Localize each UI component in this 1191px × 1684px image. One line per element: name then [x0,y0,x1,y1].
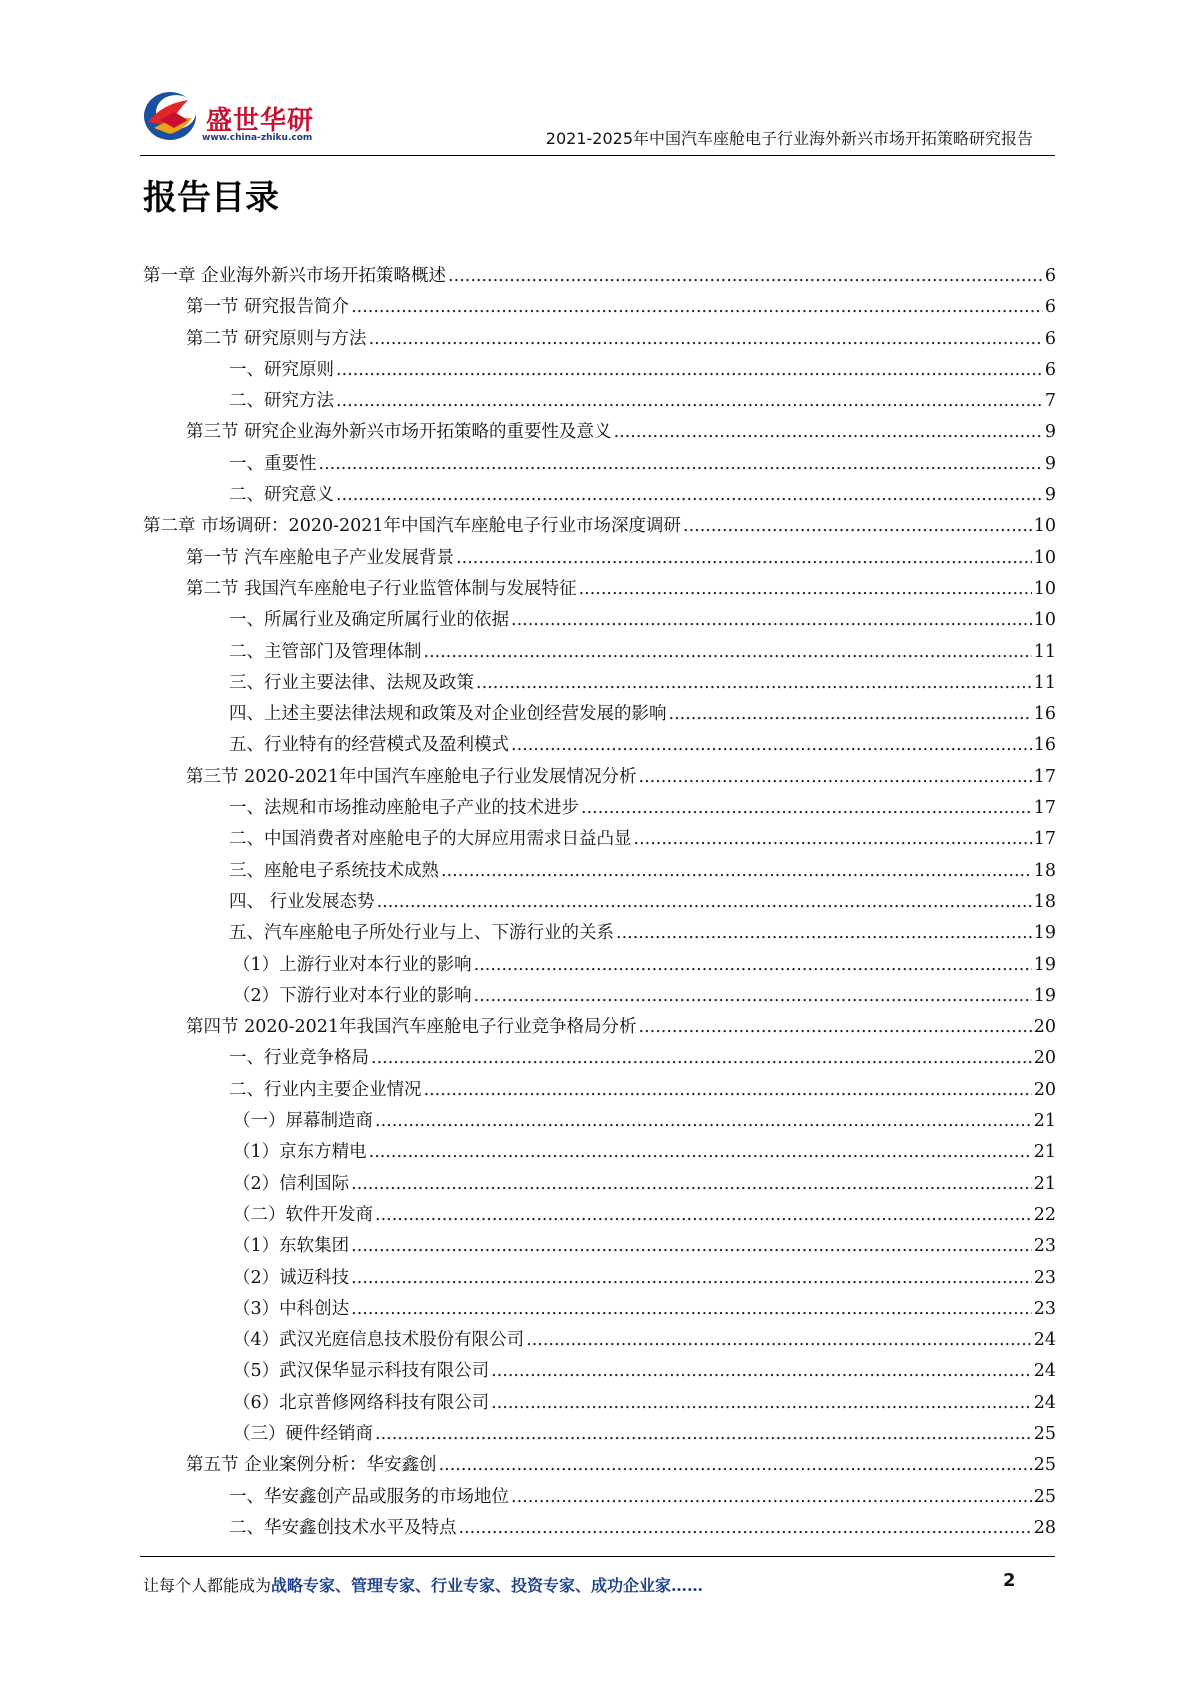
toc-entry[interactable] [143,1107,1056,1138]
toc-entry-title: 四、 行业发展态势 [229,891,375,912]
toc-leader-dots [371,1048,1032,1068]
toc-entry-page: 11 [1033,672,1056,693]
toc-entry-title: 一、重要性 [229,453,317,474]
toc-entry[interactable] [143,1170,1056,1201]
toc-leader-dots [474,986,1032,1006]
toc-leader-dots [375,1111,1032,1131]
toc-entry-page: 25 [1033,1423,1056,1444]
toc-entry[interactable] [143,731,1056,762]
toc-leader-dots [377,892,1032,912]
toc-entry-page: 17 [1033,766,1056,787]
toc-leader-dots [476,673,1032,693]
toc-entry[interactable] [143,700,1056,731]
toc-entry-page: 6 [1044,266,1056,286]
logo-swirl-icon [140,82,210,144]
toc-entry-title: 第二节 我国汽车座舱电子行业监管体制与发展特征 [186,578,577,599]
toc-entry[interactable] [143,1514,1056,1545]
toc-entry-title: 二、研究方法 [229,391,334,412]
toc-entry[interactable] [143,857,1056,888]
toc-leader-dots [669,704,1032,724]
toc-leader-dots [491,1393,1032,1413]
toc-leader-dots [319,454,1043,474]
toc-leader-dots [351,1268,1032,1288]
toc-entry[interactable] [143,1357,1056,1388]
toc-entry[interactable] [143,1013,1056,1044]
toc-entry-page: 16 [1033,704,1056,725]
toc-leader-dots [351,1299,1032,1319]
footer-slogan [143,1573,703,1596]
toc-leader-dots [683,516,1032,536]
toc-entry-title: 一、华安鑫创产品或服务的市场地位 [229,1486,509,1507]
toc-leader-dots [351,1236,1032,1256]
toc-entry-page: 21 [1033,1111,1056,1132]
toc-entry[interactable] [143,669,1056,700]
toc-entry-title: （1）东软集团 [233,1236,350,1257]
toc-leader-dots [369,329,1043,349]
toc-leader-dots [424,1080,1032,1100]
toc-entry-title: 第一章 企业海外新兴市场开拓策略概述 [143,266,447,286]
header-divider [140,155,1055,156]
toc-leader-dots [474,955,1032,975]
toc-entry[interactable] [143,418,1056,449]
toc-entry-title: （5）武汉保华显示科技有限公司 [233,1361,490,1382]
toc-leader-dots [336,391,1043,411]
toc-leader-dots [456,548,1032,568]
toc-entry-title: （三）硬件经销商 [233,1423,373,1444]
toc-entry-title: 第二章 市场调研：2020-2021年中国汽车座舱电子行业市场深度调研 [143,516,682,537]
toc-entry-page: 17 [1033,798,1056,819]
toc-entry-page: 25 [1033,1455,1056,1476]
toc-leader-dots [639,1017,1032,1037]
toc-entry[interactable] [143,481,1056,512]
toc-entry[interactable] [143,1138,1056,1169]
toc-entry-title: （2）下游行业对本行业的影响 [233,985,472,1006]
toc-entry[interactable] [143,325,1056,356]
toc-entry-page: 9 [1044,485,1056,506]
toc-entry-page: 20 [1033,1048,1056,1069]
toc-entry-title: 第五节 企业案例分析：华安鑫创 [186,1455,437,1476]
toc-entry[interactable] [143,888,1056,919]
toc-entry-title: （1）京东方精电 [233,1142,367,1163]
toc-entry-page: 10 [1033,547,1056,568]
toc-entry[interactable] [143,638,1056,669]
toc-entry[interactable] [143,262,1056,293]
company-logo [140,82,320,150]
toc-entry[interactable] [143,1389,1056,1420]
toc-entry-title: （3）中科创达 [233,1298,350,1319]
toc-entry-title: 二、行业内主要企业情况 [229,1079,422,1100]
toc-entry[interactable] [143,544,1056,575]
toc-entry-title: 一、研究原则 [229,359,334,380]
toc-entry-page: 10 [1033,578,1056,599]
toc-entry-title: 二、主管部门及管理体制 [229,641,422,662]
toc-entry-title: 第三节 2020-2021年中国汽车座舱电子行业发展情况分析 [186,766,637,787]
toc-entry[interactable] [143,1451,1056,1482]
toc-entry[interactable] [143,1483,1056,1514]
toc-entry-title: 一、所属行业及确定所属行业的依据 [229,610,509,631]
toc-entry-page: 20 [1033,1079,1056,1100]
toc-entry[interactable] [143,763,1056,794]
toc-entry-page: 24 [1033,1330,1056,1351]
toc-entry-title: 三、座舱电子系统技术成熟 [229,860,439,881]
toc-entry-page: 24 [1033,1392,1056,1413]
toc-entry-page: 16 [1033,735,1056,756]
toc-entry[interactable] [143,1326,1056,1357]
toc-entry-page: 23 [1033,1236,1056,1257]
toc-leader-dots [511,1487,1032,1507]
toc-entry[interactable] [143,1264,1056,1295]
toc-entry[interactable] [143,293,1056,324]
toc-entry-page: 19 [1033,954,1056,975]
toc-entry[interactable] [143,825,1056,856]
toc-entry-page: 19 [1033,923,1056,944]
toc-entry-page: 28 [1033,1517,1056,1538]
logo-url: www.china-zhiku.com [202,133,313,143]
toc-entry-page: 19 [1033,985,1056,1006]
toc-entry[interactable] [143,450,1056,481]
toc-entry-page: 6 [1044,328,1056,349]
toc-entry-title: （一）屏幕制造商 [233,1111,373,1132]
toc-entry-title: 第一节 汽车座舱电子产业发展背景 [186,547,455,568]
toc-entry-title: 五、汽车座舱电子所处行业与上、下游行业的关系 [229,923,614,944]
toc-entry-page: 6 [1044,297,1056,318]
toc-entry-title: （2）信利国际 [233,1173,350,1194]
footer-prefix: 让每个人都能成为 [143,1576,272,1595]
toc-leader-dots [459,1518,1032,1538]
toc-entry-title: （2）诚迈科技 [233,1267,350,1288]
toc-entry-title: （4）武汉光庭信息技术股份有限公司 [233,1330,525,1351]
table-of-contents [143,262,1056,1545]
toc-entry[interactable] [143,794,1056,825]
toc-entry-page: 10 [1033,516,1056,537]
toc-entry-page: 11 [1033,641,1056,662]
toc-entry-page: 18 [1033,891,1056,912]
toc-entry-title: 五、行业特有的经营模式及盈利模式 [229,735,509,756]
toc-entry-page: 18 [1033,860,1056,881]
toc-entry-title: 一、行业竞争格局 [229,1048,369,1069]
toc-entry-title: （1）上游行业对本行业的影响 [233,954,472,975]
toc-leader-dots [439,1455,1032,1475]
toc-entry[interactable] [143,356,1056,387]
toc-leader-dots [351,1174,1032,1194]
toc-entry-page: 24 [1033,1361,1056,1382]
toc-entry[interactable] [143,575,1056,606]
toc-entry-title: （6）北京普修网络科技有限公司 [233,1392,490,1413]
toc-entry-page: 22 [1033,1204,1056,1225]
toc-leader-dots [526,1330,1032,1350]
toc-leader-dots [448,266,1043,286]
footer-divider [140,1556,1055,1557]
toc-leader-dots [579,579,1032,599]
toc-leader-dots [616,923,1032,943]
toc-leader-dots [511,610,1032,630]
toc-entry[interactable] [143,387,1056,418]
toc-entry-page: 17 [1033,829,1056,850]
toc-entry[interactable] [143,919,1056,950]
toc-entry-page: 9 [1044,422,1056,443]
toc-leader-dots [614,422,1043,442]
toc-entry-page: 9 [1044,453,1056,474]
toc-leader-dots [491,1361,1032,1381]
toc-leader-dots [441,861,1032,881]
toc-leader-dots [336,360,1043,380]
toc-leader-dots [375,1205,1032,1225]
toc-leader-dots [351,297,1043,317]
toc-entry-title: 第一节 研究报告简介 [186,297,350,318]
toc-entry-page: 23 [1033,1267,1056,1288]
toc-entry-page: 21 [1033,1142,1056,1163]
page-number: 2 [1003,1570,1016,1591]
toc-entry-title: 二、研究意义 [229,485,334,506]
toc-entry-page: 21 [1033,1173,1056,1194]
toc-leader-dots [375,1424,1032,1444]
toc-entry-title: 第四节 2020-2021年我国汽车座舱电子行业竞争格局分析 [186,1017,637,1038]
toc-leader-dots [639,767,1032,787]
toc-entry[interactable] [143,1420,1056,1451]
toc-entry-page: 25 [1033,1486,1056,1507]
toc-entry[interactable] [143,1076,1056,1107]
toc-entry[interactable] [143,1044,1056,1075]
toc-entry-title: 第三节 研究企业海外新兴市场开拓策略的重要性及意义 [186,422,612,443]
page-title: 报告目录 [143,178,279,218]
toc-entry-title: （二）软件开发商 [233,1204,373,1225]
toc-leader-dots [369,1142,1032,1162]
toc-entry[interactable] [143,1295,1056,1326]
toc-entry-page: 6 [1044,359,1056,380]
logo-name: 盛世华研 [206,106,315,136]
toc-entry[interactable] [143,1232,1056,1263]
toc-leader-dots [511,735,1032,755]
toc-entry[interactable] [143,951,1056,982]
toc-entry-title: 一、法规和市场推动座舱电子产业的技术进步 [229,798,579,819]
toc-leader-dots [424,642,1032,662]
toc-entry-page: 23 [1033,1298,1056,1319]
toc-entry-title: 二、中国消费者对座舱电子的大屏应用需求日益凸显 [229,829,632,850]
toc-entry-page: 20 [1033,1017,1056,1038]
toc-entry[interactable] [143,1201,1056,1232]
toc-entry-page: 10 [1033,610,1056,631]
toc-entry[interactable] [143,606,1056,637]
toc-leader-dots [336,485,1043,505]
toc-entry-title: 第二节 研究原则与方法 [186,328,367,349]
toc-leader-dots [581,798,1032,818]
toc-entry[interactable] [143,982,1056,1013]
toc-entry-page: 7 [1044,391,1056,412]
toc-entry-title: 二、华安鑫创技术水平及特点 [229,1517,457,1538]
footer-highlight: 战略专家、管理专家、行业专家、投资专家、成功企业家…… [271,1576,704,1595]
report-title: 2021-2025年中国汽车座舱电子行业海外新兴市场开拓策略研究报告 [545,129,1033,148]
toc-entry-title: 四、上述主要法律法规和政策及对企业创经营发展的影响 [229,704,667,725]
toc-entry-title: 三、行业主要法律、法规及政策 [229,672,474,693]
toc-leader-dots [634,829,1032,849]
toc-entry[interactable] [143,512,1056,543]
